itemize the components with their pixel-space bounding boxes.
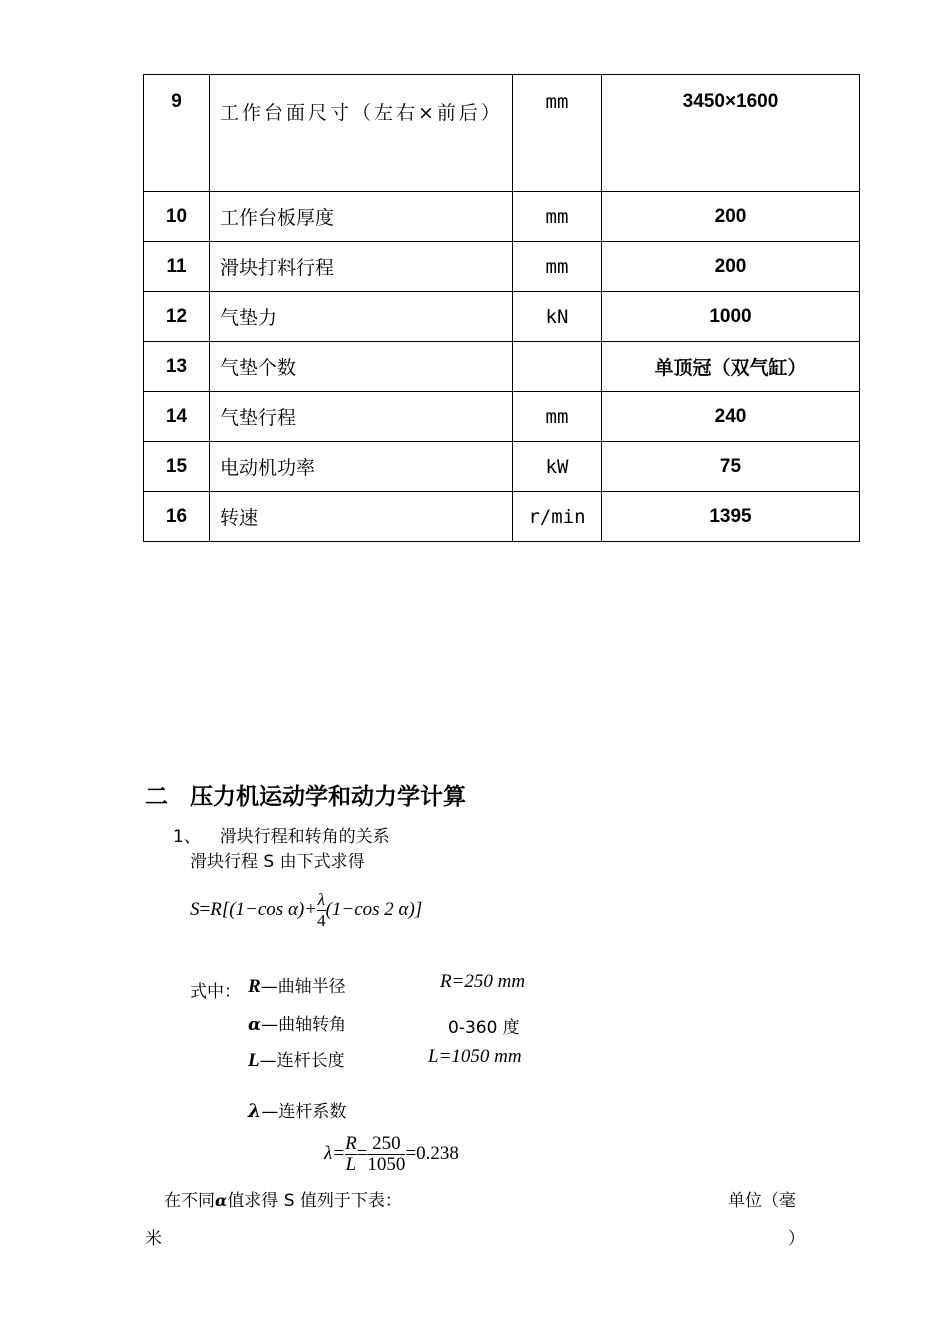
def-desc: —连杆系数 <box>261 1102 347 1122</box>
row-number: 13 <box>144 342 210 392</box>
def-value: L=1050 mm <box>428 1046 522 1067</box>
row-unit: kN <box>513 292 602 342</box>
row-name: 工作台面尺寸（左右×前后） <box>210 75 513 192</box>
row-name: 气垫个数 <box>210 342 513 392</box>
row-unit: kW <box>513 442 602 492</box>
def-value: R=250 mm <box>440 971 526 992</box>
def-row <box>248 972 346 998</box>
table-row <box>144 292 860 342</box>
def-row <box>248 1097 346 1122</box>
row-value: 75 <box>602 442 860 492</box>
def-value: 0-360 度 <box>448 1018 520 1038</box>
table-row <box>144 442 860 492</box>
spec-table <box>143 74 860 542</box>
def-desc: —连杆长度 <box>259 1051 345 1071</box>
table-row <box>144 392 860 442</box>
table-row <box>144 192 860 242</box>
def-desc: —曲轴转角 <box>261 1015 347 1035</box>
row-value: 240 <box>602 392 860 442</box>
intro-text: 滑块行程 S 由下式求得 <box>190 852 365 872</box>
row-unit: mm <box>513 242 602 292</box>
where-label: 式中： <box>190 982 241 1002</box>
row-value: 3450×1600 <box>602 75 860 192</box>
row-number: 16 <box>144 492 210 542</box>
subsection-number: 1、 <box>173 827 201 847</box>
row-value: 单顶冠（双气缸） <box>602 342 860 392</box>
unit-label-cont: 米 <box>145 1229 162 1249</box>
row-unit: r/min <box>513 492 602 542</box>
table-intro: 在不同α值求得 S 值列于下表： <box>164 1191 402 1211</box>
row-unit <box>513 342 602 392</box>
row-value: 200 <box>602 242 860 292</box>
row-number: 10 <box>144 192 210 242</box>
def-symbol: λ <box>248 1100 262 1122</box>
table-row <box>144 342 860 392</box>
row-number: 15 <box>144 442 210 492</box>
def-row <box>248 1046 345 1072</box>
row-number: 9 <box>144 75 210 192</box>
row-name: 气垫行程 <box>210 392 513 442</box>
row-name: 电动机功率 <box>210 442 513 492</box>
row-number: 11 <box>144 242 210 292</box>
table-row <box>144 492 860 542</box>
row-number: 12 <box>144 292 210 342</box>
row-unit: mm <box>513 192 602 242</box>
subsection-heading <box>173 822 390 847</box>
unit-label: 单位（毫 <box>728 1191 796 1211</box>
def-row <box>248 1010 346 1035</box>
section-title: 压力机运动学和动力学计算 <box>190 784 466 810</box>
row-name: 滑块打料行程 <box>210 242 513 292</box>
row-unit: mm <box>513 392 602 442</box>
unit-label-close: ） <box>788 1229 805 1249</box>
section-heading <box>145 778 466 811</box>
stroke-formula: S=R[(1−cos α)+ $\frac{\lambda}{4}$ (1−cos 2 α)] <box>190 890 423 930</box>
row-name: 气垫力 <box>210 292 513 342</box>
def-desc: —曲轴半径 <box>260 977 346 997</box>
row-name: 转速 <box>210 492 513 542</box>
table-row <box>144 242 860 292</box>
row-value: 1000 <box>602 292 860 342</box>
row-number: 14 <box>144 392 210 442</box>
def-symbol: L <box>248 1050 260 1071</box>
row-value: 200 <box>602 192 860 242</box>
row-name: 工作台板厚度 <box>210 192 513 242</box>
row-unit: mm <box>513 75 602 192</box>
lambda-formula: λ= $\frac{R}{L}$ = $\frac{250}{1050}$ =0.238 <box>324 1133 459 1175</box>
def-symbol: α <box>248 1015 262 1035</box>
row-value: 1395 <box>602 492 860 542</box>
subsection-title: 滑块行程和转角的关系 <box>219 827 390 847</box>
def-symbol: R <box>248 976 261 997</box>
section-number: 二 <box>145 784 168 810</box>
table-row <box>144 75 860 192</box>
